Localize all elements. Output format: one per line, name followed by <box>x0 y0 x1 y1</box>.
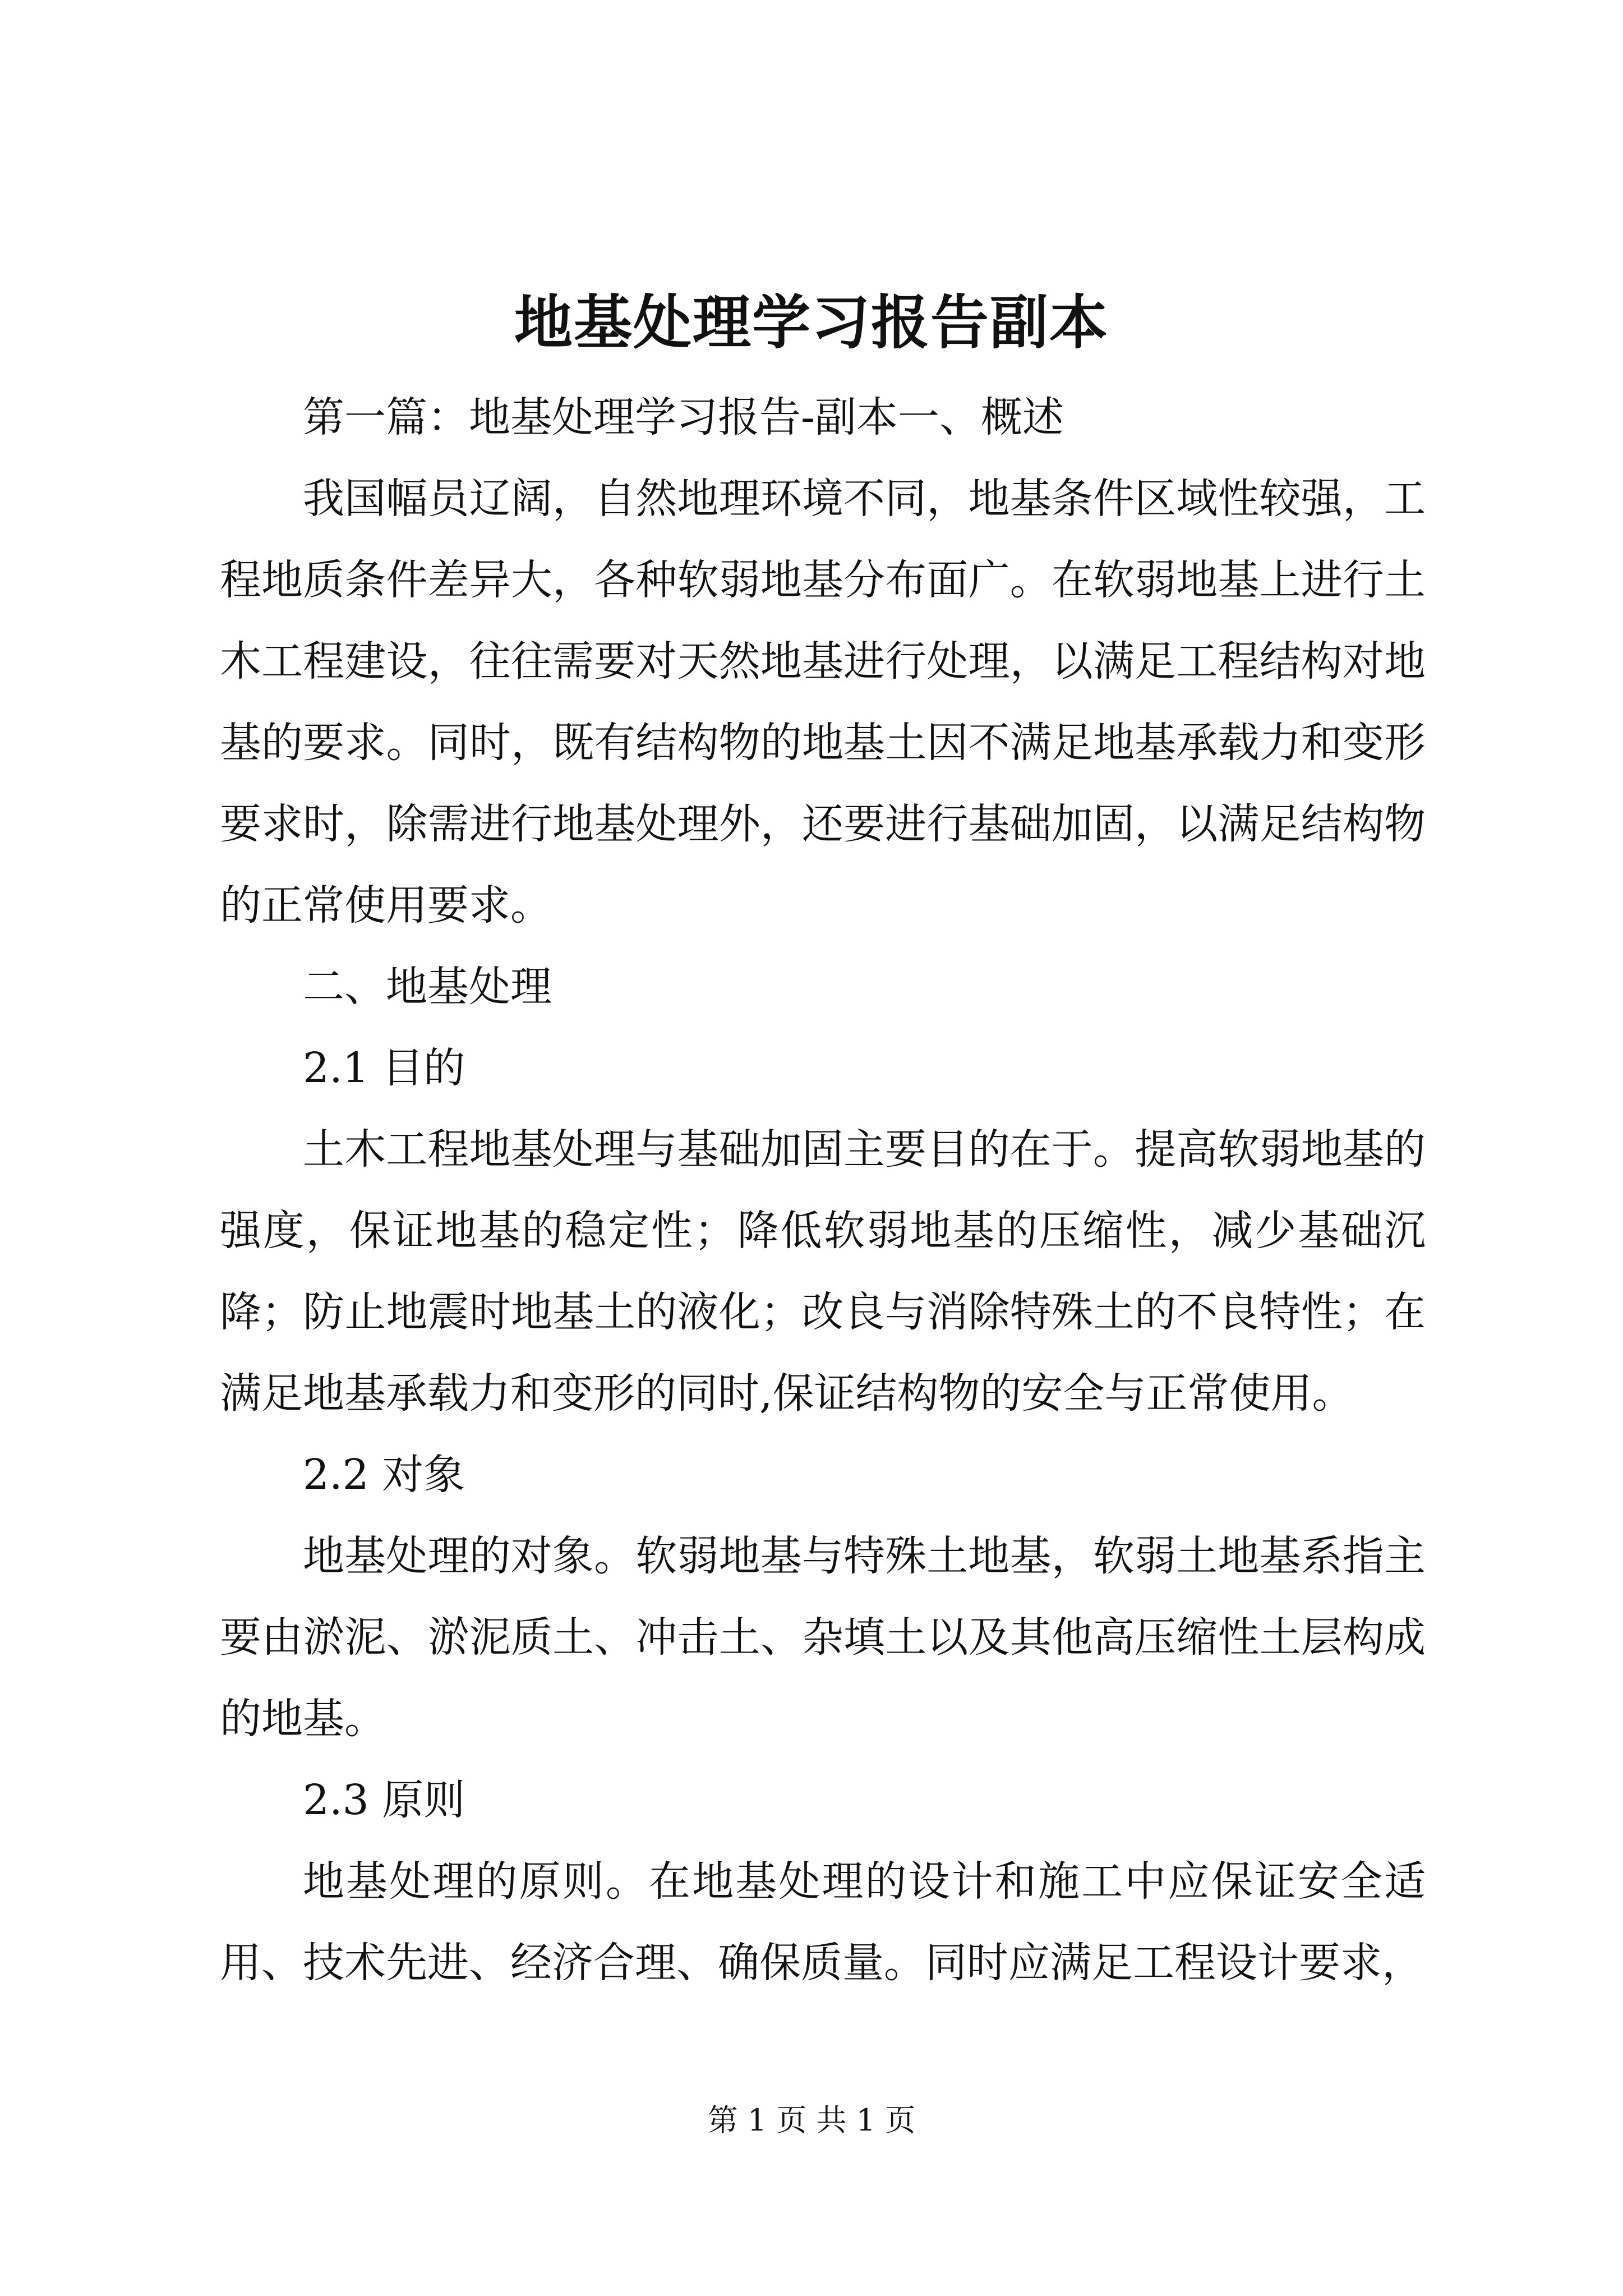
document-body <box>220 377 1426 2004</box>
paragraph-heading-purpose: 2.1 目的 <box>303 1044 465 1092</box>
paragraph-overview: 我国幅员辽阔，自然地理环境不同，地基条件区域性较强，工程地质条件差异大，各种软弱地基分布面广。在软弱地基上进行土木工程建设，往往需要对天然地基进行处理，以满足工程结构对地基的要求。同时，既有结构物的地基土因不满足地基承载力和变形要求时，除需进行地基处理外，还要进行基础加固，以满足结构物的正常使用要求。 <box>220 475 1426 930</box>
paragraph-section-heading: 第一篇：地基处理学习报告-副本一、概述 <box>303 393 1064 441</box>
paragraph-principle: 地基处理的原则。在地基处理的设计和施工中应保证安全适用、技术先进、经济合理、确保质量。同时应满足工程设计要求， <box>220 1857 1426 1987</box>
page-footer: 第 1 页 共 1 页 <box>707 2102 916 2138</box>
paragraph-heading-object: 2.2 对象 <box>303 1451 465 1499</box>
paragraph-purpose: 土木工程地基处理与基础加固主要目的在于。提高软弱地基的强度，保证地基的稳定性；降低软弱地基的压缩性，减少基础沉降；防止地震时地基土的液化；改良与消除特殊土的不良特性；在满足地基承载力和变形的同时,保证结构物的安全与正常使用。 <box>220 1125 1426 1418</box>
paragraph-object: 地基处理的对象。软弱地基与特殊土地基，软弱土地基系指主要由淤泥、淤泥质土、冲击土、杂填土以及其他高压缩性土层构成的地基。 <box>220 1532 1426 1743</box>
document-title: 地基处理学习报告副本 <box>514 288 1109 357</box>
paragraph-heading-ground-treatment: 二、地基处理 <box>303 963 552 1011</box>
paragraph-heading-principle: 2.3 原则 <box>303 1776 465 1824</box>
